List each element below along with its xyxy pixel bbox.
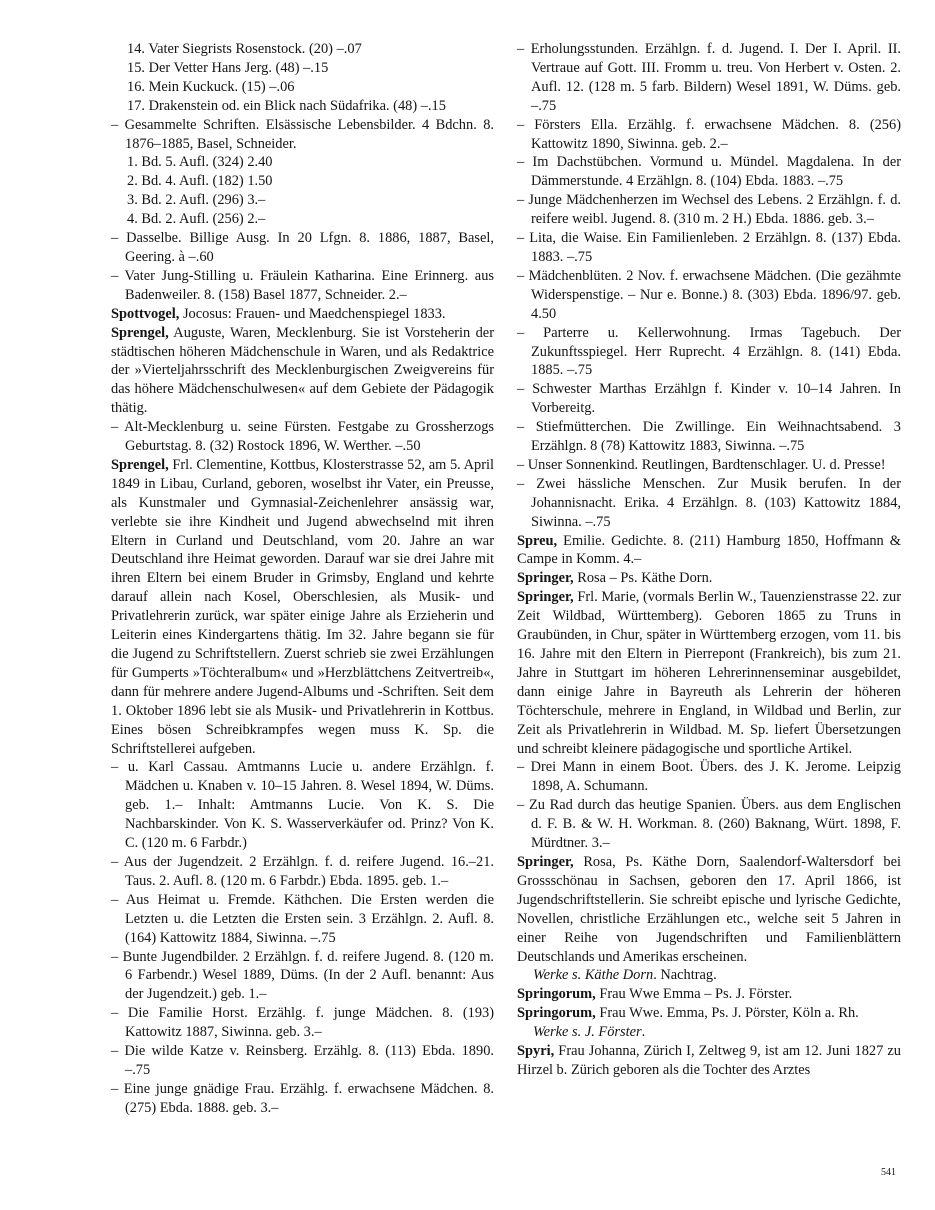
author-entry xyxy=(111,456,494,759)
page-number: 541 xyxy=(881,1167,896,1178)
author-name: Spreu, xyxy=(517,532,558,549)
author-entry xyxy=(111,324,494,419)
volume-line: 1. Bd. 5. Aufl. (324) 2.40 xyxy=(127,154,273,171)
reference-title: Werke s. J. Förster xyxy=(533,1024,642,1041)
work-entry: – Die wilde Katze v. Reinsberg. Erzählg. 8. (113) Ebda. 1890. –.75 xyxy=(111,1043,494,1078)
volume-line: 16. Mein Kuckuck. (15) –.06 xyxy=(127,78,295,95)
entry-text: Frau Wwe Emma – Ps. J. Förster. xyxy=(595,986,793,1003)
volume-line: 14. Vater Siegrists Rosenstock. (20) –.07 xyxy=(127,41,362,57)
work-entry: – Försters Ella. Erzählg. f. erwachsene Mädchen. 8. (256) Kattowitz 1890, Siwinna. geb. 2.– xyxy=(517,116,901,152)
author-entry xyxy=(517,588,901,758)
work-entry: – Aus der Jugendzeit. 2 Erzählgn. f. d. reifere Jugend. 16.–21. Taus. 2. Aufl. 8. (120 m. 6 Farbdr.) Ebda. 1895. geb. 1.– xyxy=(111,853,494,889)
work-entry: – Vater Jung-Stilling u. Fräulein Katharina. Eine Erinnerg. aus Badenweiler. 8. (158) Basel 1877, Schneider. 2.– xyxy=(111,267,494,303)
work-entry: – Aus Heimat u. Fremde. Käthchen. Die Ersten werden die Letzten u. die Letzten die Ersten sein. 3 Erzählgn. 2. Aufl. 8. (164) Kattowitz 1884, Siwinna. –.75 xyxy=(111,891,494,946)
entry-text: Frau Johanna, Zürich I, Zeltweg 9, ist am 12. Juni 1827 zu Hirzel b. Zürich geboren als die Tochter des Arztes xyxy=(517,1043,901,1078)
work-entry: – Im Dachstübchen. Vormund u. Mündel. Magdalena. In der Dämmerstunde. 4 Erzählgn. 8. (104) Ebda. 1883. –.75 xyxy=(517,154,901,190)
volume-line: 17. Drakenstein od. ein Blick nach Südafrika. (48) –.15 xyxy=(127,97,446,114)
work-entry: – Erholungsstunden. Erzählgn. f. d. Jugend. I. Der I. April. II. Vertraue auf Gott. III. Fromm u. treu. Von Herbert v. Osten. 2. Aufl. 12. (128 m. 5 farb. Bildern) Wesel 1891, W. Düms. geb. –.75 xyxy=(517,41,901,114)
work-entry: – Zu Rad durch das heutige Spanien. Übers. aus dem Englischen d. F. B. & W. H. Workman. 8. (260) Baknang, Würt. 1898, F. Mürdtner. 3.– xyxy=(517,797,901,852)
author-name: Springorum, xyxy=(517,986,596,1003)
entry-text: Frl. Clementine, Kottbus, Klosterstrasse 52, am 5. April 1849 in Libau, Curland, geboren, woselbst ihr Vater, ein Preusse, als Kunstmaler und Gymnasial-Zeichenlehrer ansässig war, verlebte sie ihre Kindheit und Jugend abwechselnd mit ihren Eltern in Curland und Deutschland, vom 20. Jahre an war Deutschland ihre Heimat geworden. Darauf war sie drei Jahre mit ihren Eltern bei einem Bruder in Grimsby, England und kehrte darauf allein nach Kosel, Oberschlesien, als Musik- und Privatlehrerin zurück, war später einige Jahre als Erzieherin und Leiterin eines Kindergartens thätig. Im 32. Jahre begann sie für die Jugend zu Schriftstellern. Zuerst schrieb sie zwei Erzählungen für Gumperts »Töchteralbum« und »Herzblättchens Zeitvertreib«, dann für mehrere andere Jugend-Albums und -Schriften. Seit dem 1. Oktober 1896 lebt sie als Musik- und Privatlehrerin in Kottbus. Eines bösen Schreibkrampfes wegen muss K. Sp. die Schriftstellerei aufgeben. xyxy=(111,456,494,757)
author-entry xyxy=(517,1042,901,1080)
left-column xyxy=(111,40,494,1118)
works-reference xyxy=(517,966,901,985)
work-entry: – Gesammelte Schriften. Elsässische Lebensbilder. 4 Bdchn. 8. 1876–1885, Basel, Schneider. xyxy=(111,116,494,152)
author-name: Spyri, xyxy=(517,1043,555,1060)
right-column xyxy=(517,40,901,1080)
reference-title: Werke s. Käthe Dorn xyxy=(533,967,654,984)
work-entry: – Eine junge gnädige Frau. Erzählg. f. erwachsene Mädchen. 8. (275) Ebda. 1888. geb. 3.– xyxy=(111,1080,494,1116)
entry-text: Emilie. Gedichte. 8. (211) Hamburg 1850, Hoffmann & Campe in Komm. 4.– xyxy=(517,532,901,568)
work-entry: – Bunte Jugendbilder. 2 Erzählgn. f. d. reifere Jugend. 8. (120 m. 6 Farbendr.) Wesel 1889, Düms. (In der 2 Aufl. benannt: Aus der Jugendzeit.) geb. 1.– xyxy=(111,948,494,1003)
work-entry: – Stiefmütterchen. Die Zwillinge. Ein Weihnachtsabend. 3 Erzählgn. 8 (78) Kattowitz 1883, Siwinna. –.75 xyxy=(517,419,901,455)
work-entry: – Drei Mann in einem Boot. Übers. des J. K. Jerome. Leipzig 1898, A. Schumann. xyxy=(517,759,901,795)
author-entry xyxy=(517,1004,901,1023)
author-name: Springorum, xyxy=(517,1005,596,1022)
work-entry: – Parterre u. Kellerwohnung. Irmas Tagebuch. Der Zukunftsspiegel. Herr Ruprecht. 4 Erzählgn. 8. (141) Ebda. 1885. –.75 xyxy=(517,324,901,379)
author-name: Spottvogel, xyxy=(111,305,180,322)
entry-text: Jocosus: Frauen- und Maedchenspiegel 1833. xyxy=(179,305,446,322)
reference-suffix: . xyxy=(641,1024,646,1041)
work-entry: – Junge Mädchenherzen im Wechsel des Lebens. 2 Erzählgn. f. d. reifere weibl. Jugend. 8. (310 m. 2 H.) Ebda. 1886. geb. 3.– xyxy=(517,192,901,228)
author-entry xyxy=(517,985,901,1004)
author-entry xyxy=(517,569,901,588)
author-name: Springer, xyxy=(517,589,574,606)
work-entry: – Dasselbe. Billige Ausg. In 20 Lfgn. 8. 1886, 1887, Basel, Geering. à –.60 xyxy=(111,230,494,265)
work-entry: – Zwei hässliche Menschen. Zur Musik berufen. In der Johannisnacht. Erika. 4 Erzählgn. 8. (103) Kattowitz 1884, Siwinna. –.75 xyxy=(517,475,901,530)
entry-text: Auguste, Waren, Mecklenburg. Sie ist Vorsteherin der städtischen höheren Mädchenschule in Waren, und als Redaktrice der »Vierteljahrsschrift des Mecklenburgischen Zweigvereins für das höhere Mädchenschulwesen« auf dem Gebiete der Pädagogik thätig. xyxy=(111,324,494,417)
volume-line: 15. Der Vetter Hans Jerg. (48) –.15 xyxy=(127,59,329,76)
work-entry: – Lita, die Waise. Ein Familienleben. 2 Erzählgn. 8. (137) Ebda. 1883. –.75 xyxy=(517,230,901,265)
volume-line: 2. Bd. 4. Aufl. (182) 1.50 xyxy=(127,173,273,190)
author-name: Sprengel, xyxy=(111,456,169,473)
entry-text: Rosa, Ps. Käthe Dorn, Saalendorf-Waltersdorf bei Grossschönau in Sachsen, geboren den 17. April 1866, ist Jugendschriftstellerin. Sie schreibt epische und lyrische Gedichte, Novellen, christliche Erzählungen etc., welche seit 5 Jahren in einer Reihe von Jugendschriften und Familienblättern Deutschlands und Amerikas erscheinen. xyxy=(517,853,901,965)
work-entry: – Schwester Marthas Erzählgn f. Kinder v. 10–14 Jahren. In Vorbereitg. xyxy=(517,381,901,417)
work-entry: – u. Karl Cassau. Amtmanns Lucie u. andere Erzählgn. f. Mädchen u. Knaben v. 10–15 Jahren. 8. Wesel 1894, W. Düms. geb. 1.– Inhalt: Amtmanns Lucie. Von K. S. Die Nachbarskinder. Von K. S. Wasserverkäufer od. Prinz? Von K. C. (120 m. 6 Farbdr.) xyxy=(111,759,494,852)
author-entry xyxy=(517,532,901,570)
volume-line: 3. Bd. 2. Aufl. (296) 3.– xyxy=(127,192,266,209)
works-reference xyxy=(517,1023,901,1042)
author-entry xyxy=(517,853,901,966)
work-entry: – Unser Sonnenkind. Reutlingen, Bardtenschlager. U. d. Presse! xyxy=(517,456,886,473)
entry-text: Frl. Marie, (vormals Berlin W., Tauenzienstrasse 22. zur Zeit Wildbad, Württemberg). Geboren 1865 zu Truns in Graubünden, in Chur, später in Württemberg erzogen, vom 11. bis 16. Jahre mit den Eltern in Pierrepont (Frankreich), bis zum 21. Jahre in Stuttgart im höheren Lehrerinnenseminar ausgebildet, dann einige Jahre in Bayreuth als Lehrerin der höheren Töchterschule, mehrere in England, in Wildbad und Berlin, zur Zeit als Privatlehrerin in Wildbad. M. Sp. liefert Übersetzungen und schreibt kleinere pädagogische und sportliche Artikel. xyxy=(517,589,901,757)
entry-text: Rosa – Ps. Käthe Dorn. xyxy=(573,570,713,587)
author-name: Sprengel, xyxy=(111,324,169,341)
work-entry: – Mädchenblüten. 2 Nov. f. erwachsene Mädchen. (Die gezähmte Widerspenstige. – Nur e. Bonne.) 8. (303) Ebda. 1896/97. geb. 4.50 xyxy=(517,267,901,322)
work-entry: – Alt-Mecklenburg u. seine Fürsten. Festgabe zu Grossherzogs Geburtstag. 8. (32) Rostock 1896, W. Werther. –.50 xyxy=(111,419,494,455)
author-name: Springer, xyxy=(517,853,574,870)
work-entry: – Die Familie Horst. Erzählg. f. junge Mädchen. 8. (193) Kattowitz 1887, Siwinna. geb. 3.– xyxy=(111,1005,494,1041)
entry-text: Frau Wwe. Emma, Ps. J. Pörster, Köln a. Rh. xyxy=(595,1005,859,1022)
author-name: Springer, xyxy=(517,570,574,587)
volume-line: 4. Bd. 2. Aufl. (256) 2.– xyxy=(127,211,266,228)
reference-suffix: . Nachtrag. xyxy=(653,967,717,984)
author-entry xyxy=(111,305,494,324)
